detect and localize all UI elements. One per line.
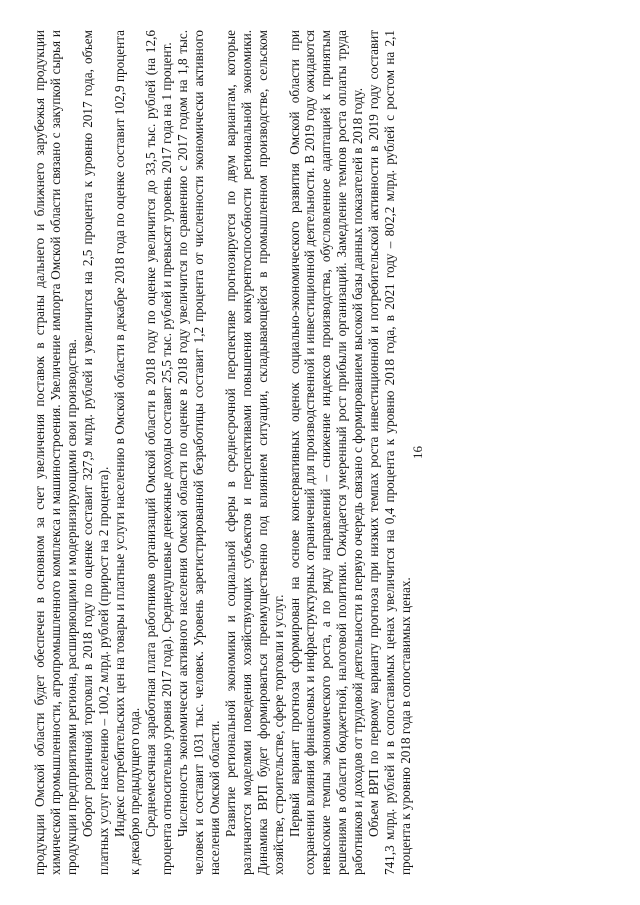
paragraph: Оборот розничной торговли в 2018 году по оценке составит 327,9 млрд. рублей и увеличится на 2,5 процента к уровню 2017 года, объем платных услуг населению – 100,2 млрд. рублей (прирост на 2 процента). — [79, 30, 111, 875]
paragraph: Индекс потребительских цен на товары и платные услуги населению в Омской области в декабре 2018 года по оценке составит 102,9 процента к декабрю предыдущего года. — [111, 30, 143, 875]
body-text — [32, 30, 413, 875]
paragraph: Объем ВРП по первому варианту прогноза при низких темпах роста инвестиционной и потребительской активности в 2019 году составит 741,3 млрд. рублей и в сопоставимых ценах увеличится на 0,4 процента к уровню 2018 года, в 2021 году – 802,2 млрд. рублей с ростом на 2,1 процента к уровню 2018 года в сопоставимых ценах. — [366, 30, 413, 875]
rotated-page-content — [32, 30, 612, 875]
paragraph: Среднемесячная заработная плата работников организаций Омской области в 2018 году по оценке увеличится до 33,5 тыс. рублей (на 12,6 процента относительно уровня 2017 года). Среднедушевые денежные доходы составят 25,5 тыс. рублей и превысят уровень 2017 года на 1 процент. — [143, 30, 175, 875]
paragraph: Первый вариант прогноза сформирован на основе консервативных оценок социально-экономического развития Омской области при сохранении влияния финансовых и инфраструктурных ограничений для производственной и инвестиционной деятельности. В 2019 году ожидаются невысокие темпы экономического роста, а по ряду направлений – снижение индексов производства, обусловленное адаптацией к принятым решениям в области бюджетной, налоговой политики. Ожидается умеренный рост прибыли организаций. Замедление темпов роста оплаты труда работников и доходов от трудовой деятельности в первую очередь связано с формированием высокой базы данных показателей в 2018 году. — [286, 30, 366, 875]
page-number: 16 — [410, 446, 425, 459]
paragraph: Развитие региональной экономики и социальной сферы в среднесрочной перспективе прогнозируется по двум вариантам, которые различаются моделями поведения хозяйствующих субъектов и перспективами повышения конкурентоспособности региональной экономики. Динамика ВРП будет формироваться преимущественно под влиянием ситуации, складывающейся в промышленном производстве, сельском хозяйстве, строительстве, сфере торговли и услуг. — [222, 30, 286, 875]
paragraph: Численность экономически активного населения Омской области по оценке в 2018 году увеличится по сравнению с 2017 годом на 1,8 тыс. человек и составит 1031 тыс. человек. Уровень зарегистрированной безработицы составит 1,2 процента от численности экономически активного населения Омской области. — [175, 30, 222, 875]
paragraph: продукции Омской области будет обеспечен в основном за счет увеличения поставок в страны дальнего и ближнего зарубежья продукции химической промышленности, агропромышленного комплекса и машиностроения. Увеличение импорта Омской области связано с закупкой сырья и продукции предприятиями региона, расширяющими и модернизирующими свои производства. — [32, 30, 79, 875]
